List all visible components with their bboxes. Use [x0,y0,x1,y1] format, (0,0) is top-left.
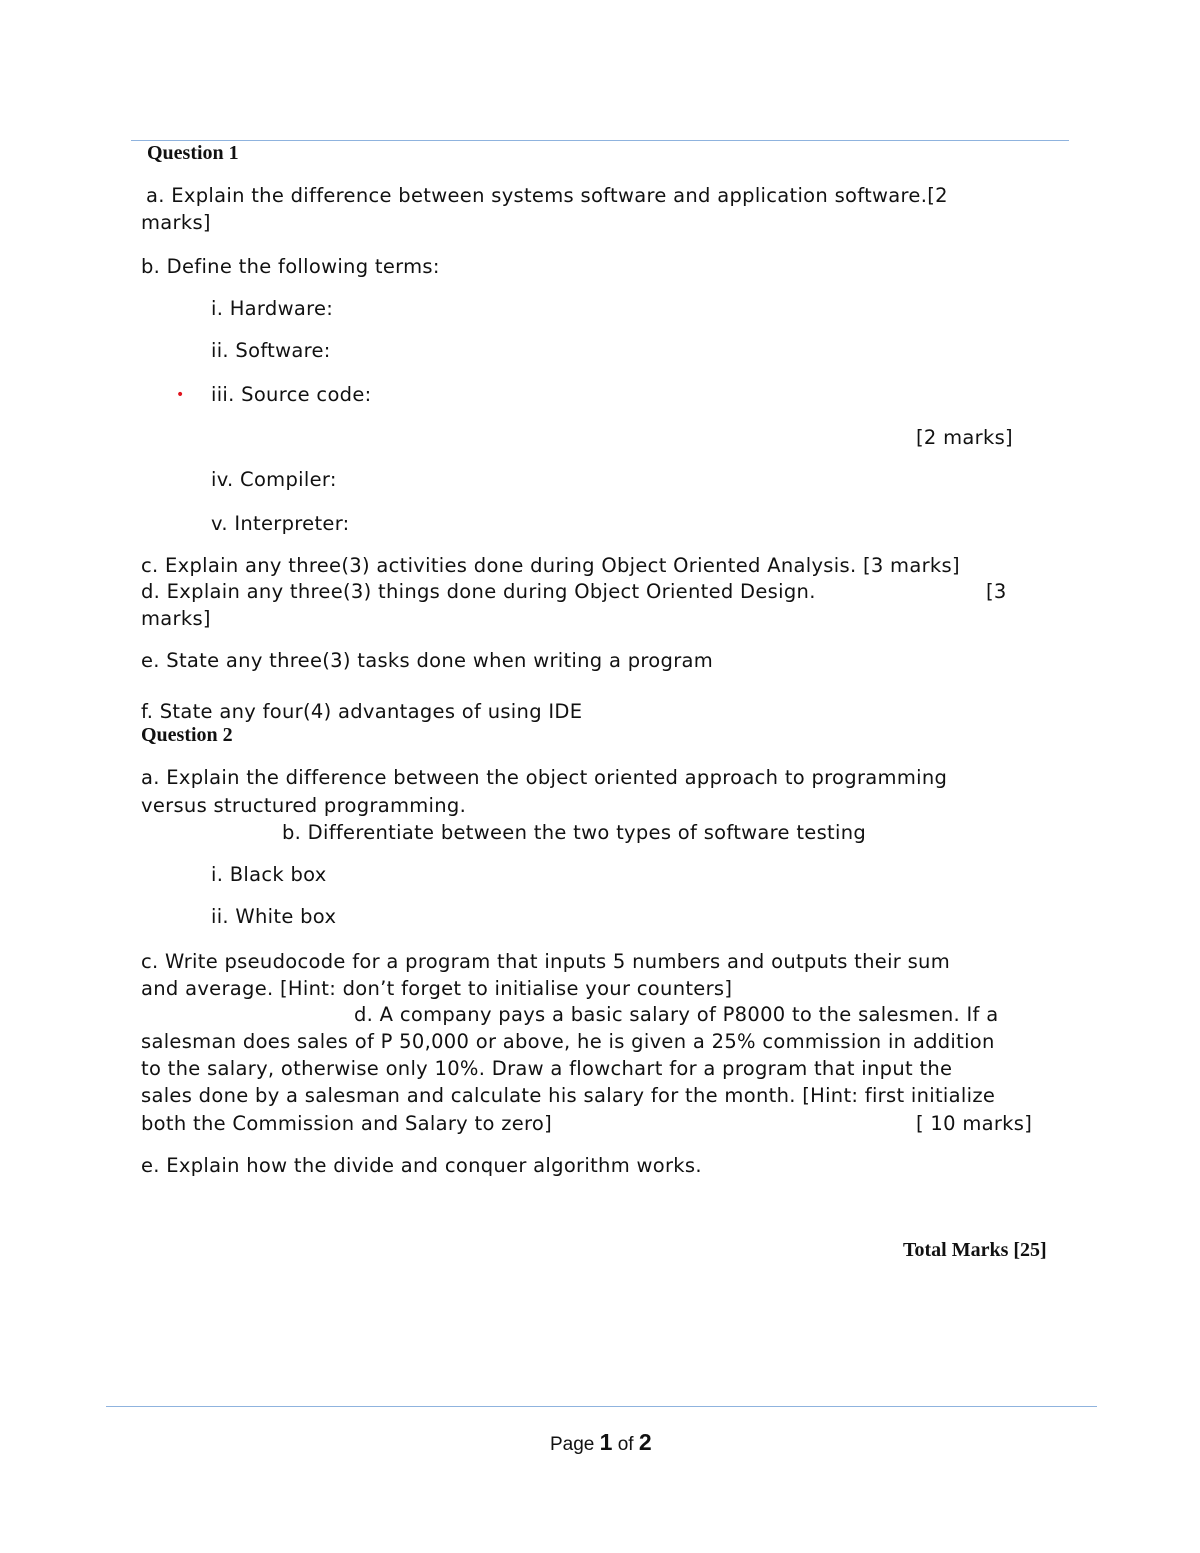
q2-c-line2: and average. [Hint: don’t forget to initialise your counters] [141,977,733,1000]
total-marks: Total Marks [25] [903,1239,1047,1261]
q1-f: f. State any four(4) advantages of using IDE [141,700,583,723]
q1-b-marks: [2 marks] [916,426,1013,449]
of-word: of [617,1434,634,1455]
q2-d-line5: both the Commission and Salary to zero] [141,1112,553,1135]
q2-d-line2: salesman does sales of P 50,000 or above, he is given a 25% commission in addition [141,1030,995,1053]
q1-d-marks: [3 [986,580,1007,603]
q1-d-line1: d. Explain any three(3) things done during Object Oriented Design. [141,580,816,603]
header-rule [131,140,1069,141]
q2-d-marks: [ 10 marks] [916,1112,1033,1135]
q1-b-ii: ii. Software: [211,339,331,362]
q2-d-line4: sales done by a salesman and calculate his salary for the month. [Hint: first initialize [141,1084,996,1107]
q1-e: e. State any three(3) tasks done when writing a program [141,649,714,672]
q1-b-iv: iv. Compiler: [211,468,337,491]
q2-b-ii: ii. White box [211,905,337,928]
q2-c-line1: c. Write pseudocode for a program that inputs 5 numbers and outputs their sum [141,950,951,973]
q2-a-line2: versus structured programming. [141,794,467,817]
q1-b-i: i. Hardware: [211,297,334,320]
q1-b: b. Define the following terms: [141,255,440,278]
q1-a-line2: marks] [141,211,211,234]
q2-e: e. Explain how the divide and conquer algorithm works. [141,1154,702,1177]
page-number [550,1429,652,1456]
q2-d-line3: to the salary, otherwise only 10%. Draw a flowchart for a program that input the [141,1057,953,1080]
q1-c: c. Explain any three(3) activities done during Object Oriented Analysis. [3 marks] [141,554,960,577]
bullet-icon: • [176,387,185,403]
page-total: 2 [638,1429,652,1455]
footer-rule [106,1406,1097,1407]
page-word: Page [550,1434,595,1455]
q2-a-line1: a. Explain the difference between the object oriented approach to programming [141,766,948,789]
q1-a-line1: a. Explain the difference between systems software and application software.[2 [146,184,948,207]
q2-b: b. Differentiate between the two types of software testing [282,821,867,844]
q1-b-v: v. Interpreter: [211,512,350,535]
q1-b-iii: iii. Source code: [211,383,372,406]
page-current: 1 [599,1429,613,1455]
q2-d-line1: d. A company pays a basic salary of P8000 to the salesmen. If a [354,1003,999,1026]
question-1-heading: Question 1 [147,142,239,164]
q1-d-line2: marks] [141,607,211,630]
q2-b-i: i. Black box [211,863,327,886]
question-2-heading: Question 2 [141,724,233,746]
